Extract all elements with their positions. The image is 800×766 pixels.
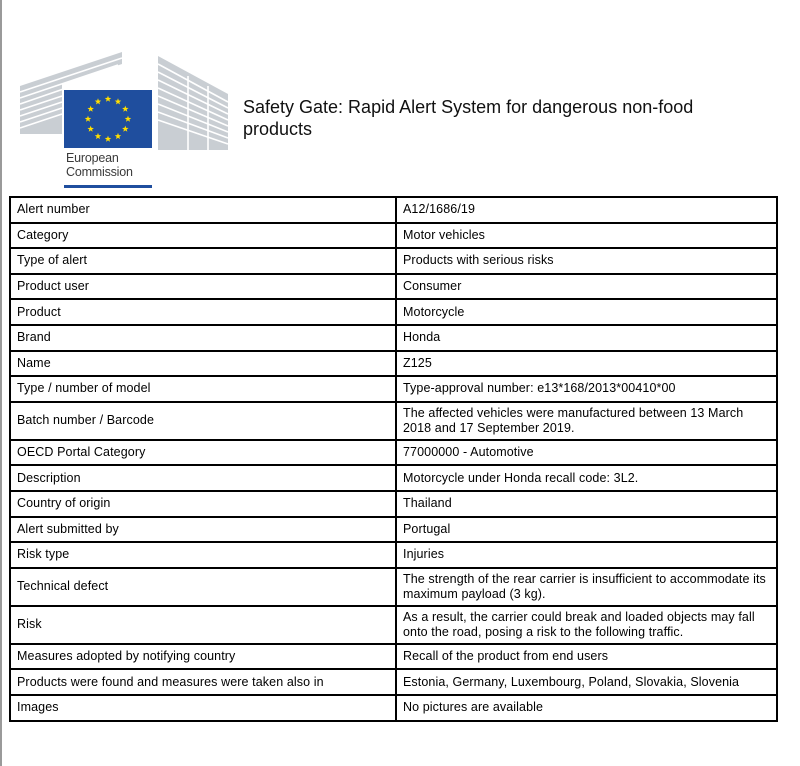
field-value: Motorcycle <box>396 299 777 325</box>
field-value: Type-approval number: e13*168/2013*00410*00 <box>396 376 777 402</box>
field-value: No pictures are available <box>396 695 777 721</box>
alert-details-table <box>9 196 778 722</box>
table-row <box>10 440 777 466</box>
table-row <box>10 197 777 223</box>
field-label: Name <box>10 351 396 377</box>
field-value: The affected vehicles were manufactured between 13 March 2018 and 17 September 2019. <box>396 402 777 440</box>
table-row <box>10 517 777 543</box>
field-label: Alert number <box>10 197 396 223</box>
table-row <box>10 402 777 440</box>
table-row <box>10 248 777 274</box>
field-value: A12/1686/19 <box>396 197 777 223</box>
field-value: Thailand <box>396 491 777 517</box>
field-value: Portugal <box>396 517 777 543</box>
field-value: Recall of the product from end users <box>396 644 777 670</box>
field-label: Type / number of model <box>10 376 396 402</box>
table-row <box>10 568 777 606</box>
field-label: Country of origin <box>10 491 396 517</box>
alert-details-body <box>10 197 777 721</box>
field-label: Product <box>10 299 396 325</box>
field-label: Product user <box>10 274 396 300</box>
field-label: Brand <box>10 325 396 351</box>
table-row <box>10 351 777 377</box>
logo-caption-line2: Commission <box>66 165 133 179</box>
field-label: Technical defect <box>10 568 396 606</box>
field-value: Consumer <box>396 274 777 300</box>
table-row <box>10 325 777 351</box>
field-value: Injuries <box>396 542 777 568</box>
field-label: Risk type <box>10 542 396 568</box>
field-label: Products were found and measures were taken also in <box>10 669 396 695</box>
logo-caption <box>66 151 156 179</box>
field-value: Estonia, Germany, Luxembourg, Poland, Slovakia, Slovenia <box>396 669 777 695</box>
field-label: Category <box>10 223 396 249</box>
field-value: 77000000 - Automotive <box>396 440 777 466</box>
field-label: Batch number / Barcode <box>10 402 396 440</box>
table-row <box>10 542 777 568</box>
field-value: The strength of the rear carrier is insufficient to accommodate its maximum payload (3 kg). <box>396 568 777 606</box>
table-row <box>10 274 777 300</box>
field-label: Description <box>10 465 396 491</box>
field-value: Z125 <box>396 351 777 377</box>
table-row <box>10 465 777 491</box>
field-label: Risk <box>10 606 396 644</box>
table-row <box>10 669 777 695</box>
table-row <box>10 644 777 670</box>
field-value: Products with serious risks <box>396 248 777 274</box>
table-row <box>10 376 777 402</box>
table-row <box>10 299 777 325</box>
field-label: Measures adopted by notifying country <box>10 644 396 670</box>
page-left-border <box>0 0 2 766</box>
field-value: Motor vehicles <box>396 223 777 249</box>
field-value: As a result, the carrier could break and loaded objects may fall onto the road, posing a risk to the following traffic. <box>396 606 777 644</box>
logo-caption-line1: European <box>66 151 119 165</box>
page-title: Safety Gate: Rapid Alert System for dangerous non-food products <box>243 97 694 139</box>
field-label: Type of alert <box>10 248 396 274</box>
table-row <box>10 491 777 517</box>
table-row <box>10 606 777 644</box>
field-label: OECD Portal Category <box>10 440 396 466</box>
table-row <box>10 695 777 721</box>
field-label: Images <box>10 695 396 721</box>
field-label: Alert submitted by <box>10 517 396 543</box>
field-value: Honda <box>396 325 777 351</box>
table-row <box>10 223 777 249</box>
field-value: Motorcycle under Honda recall code: 3L2. <box>396 465 777 491</box>
